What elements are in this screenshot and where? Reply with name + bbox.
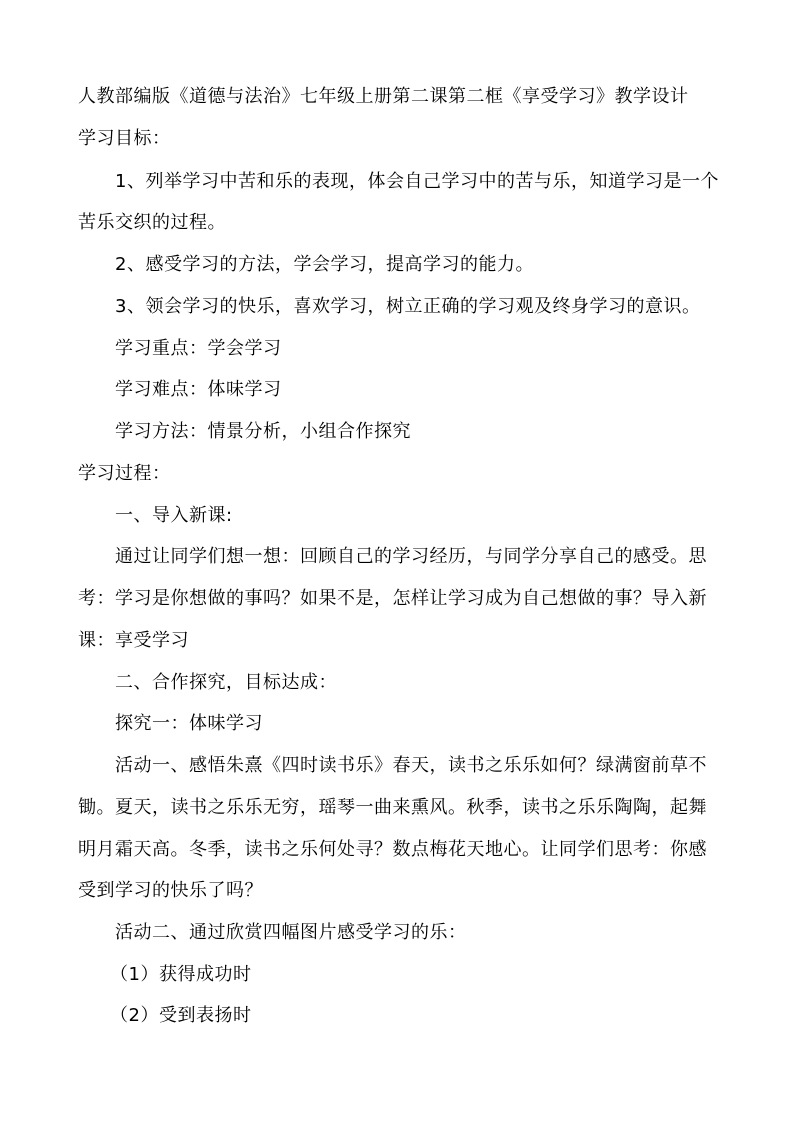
list-item-1: （1）获得成功时: [110, 964, 252, 985]
activity-1-line-1: 活动一、感悟朱熹《四时读书乐》春天，读书之乐乐如何？绿满窗前草不: [115, 755, 707, 776]
process-heading: 学习过程：: [78, 463, 171, 484]
learning-method: 学习方法：情景分析，小组合作探究: [115, 421, 411, 442]
section-1-heading: 一、导入新课:: [115, 505, 233, 526]
intro-line-3: 课：享受学习: [78, 630, 189, 651]
intro-line-1: 通过让同学们想一想：回顾自己的学习经历，与同学分享自己的感受。思: [115, 546, 707, 567]
activity-2: 活动二、通过欣赏四幅图片感受学习的乐：: [115, 922, 467, 943]
activity-1-line-2: 锄。夏天，读书之乐乐无穷，瑶琴一曲来熏风。秋季，读书之乐乐陶陶，起舞: [78, 797, 707, 818]
list-item-2: （2）受到表扬时: [110, 1005, 252, 1026]
objective-3: 3、领会学习的快乐，喜欢学习，树立正确的学习观及终身学习的意识。: [115, 296, 701, 317]
document-title: 人教部编版《道德与法治》七年级上册第二课第二框《享受学习》教学设计: [78, 86, 689, 107]
objectives-heading: 学习目标：: [78, 128, 171, 149]
section-2-heading: 二、合作探究，目标达成：: [115, 672, 337, 693]
objective-1-line-1: 1、列举学习中苦和乐的表现，体会自己学习中的苦与乐，知道学习是一个: [115, 171, 719, 192]
activity-1-line-3: 明月霜天高。冬季，读书之乐何处寻？数点梅花天地心。让同学们思考：你感: [78, 839, 707, 860]
difficulty: 学习难点：体味学习: [115, 379, 282, 400]
explore-1-heading: 探究一：体味学习: [115, 713, 263, 734]
objective-2: 2、感受学习的方法，学会学习，提高学习的能力。: [115, 254, 534, 275]
key-point: 学习重点：学会学习: [115, 338, 282, 359]
activity-1-line-4: 受到学习的快乐了吗？: [78, 880, 263, 901]
intro-line-2: 考：学习是你想做的事吗？如果不是，怎样让学习成为自己想做的事？导入新: [78, 588, 707, 609]
objective-1-line-2: 苦乐交织的过程。: [78, 212, 226, 233]
